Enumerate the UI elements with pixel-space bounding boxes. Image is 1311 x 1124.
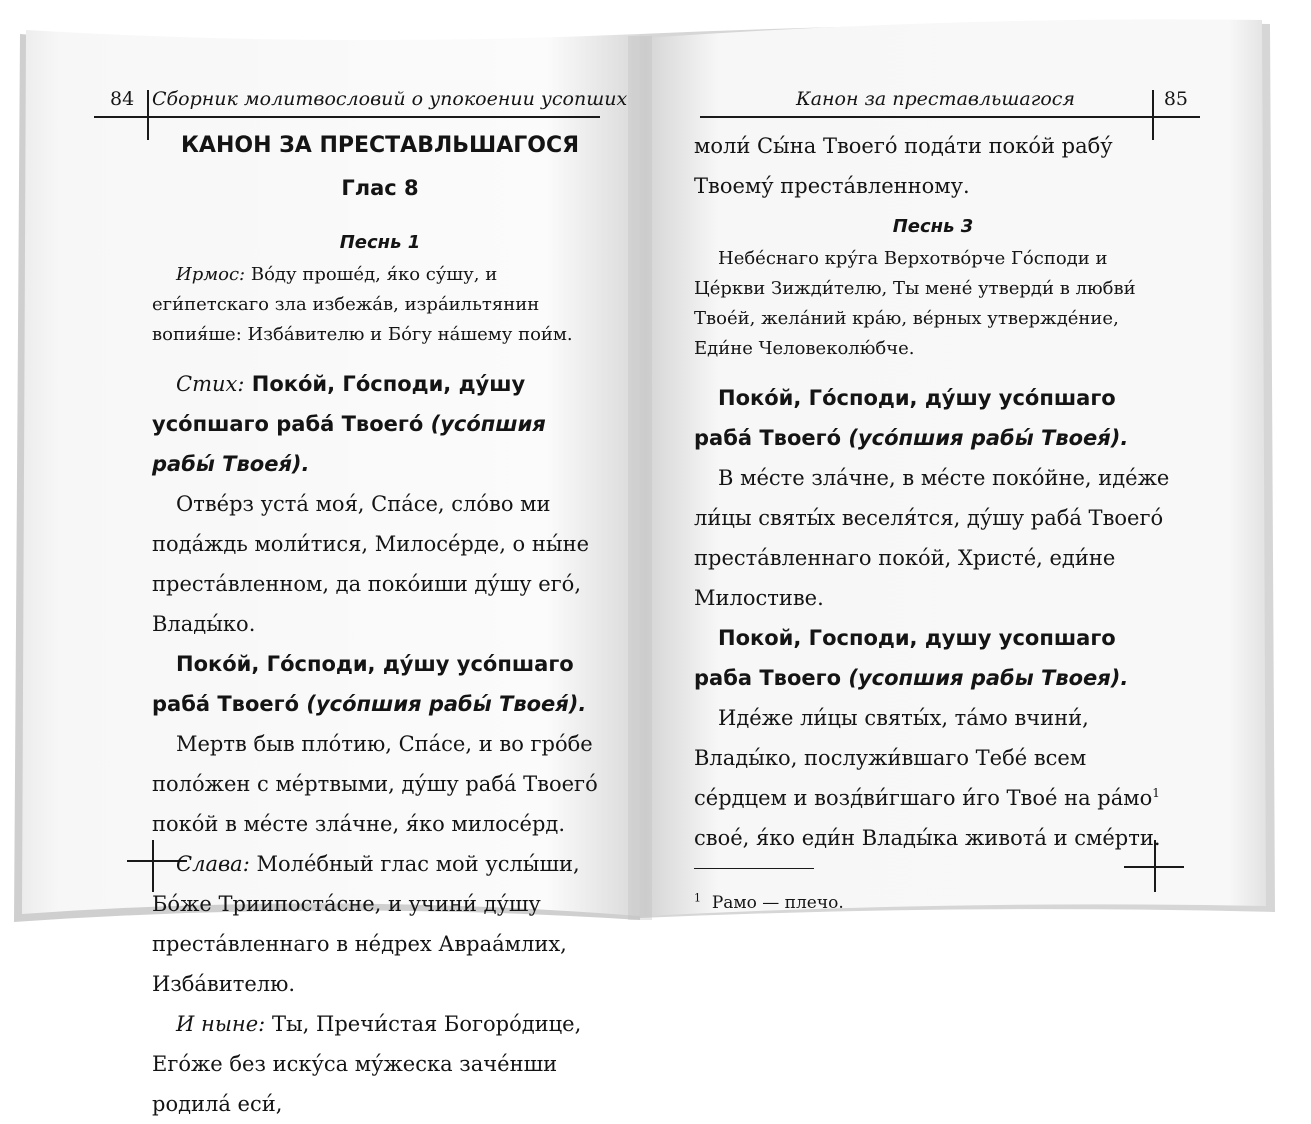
troparion-text-end: свое́, я́ко еди́н Влады́ка живота́ и сме́рти. [694, 826, 1161, 850]
slava-label: Слава: [176, 852, 250, 876]
song-heading: Песнь 3 [892, 216, 974, 237]
stikh-text: Поко́й, Го́споди, ду́шу усо́пшаго раба́ Твоего́ [152, 372, 526, 436]
refrain-text: Поко́й, Го́споди, ду́шу усо́пшаго раба́ Твоего́ [694, 386, 1116, 450]
irmos-text: Во́ду проше́д, я́ко су́шу, и еги́петскаго зла избежа́в, изра́ильтянин вопия́ше: Изба́вителю и Бо́гу на́шему пои́м. [152, 264, 573, 345]
i-nyne-label: И ныне: [176, 1012, 266, 1036]
glas-heading: Глас 8 [341, 176, 419, 200]
footnote-rule [694, 868, 814, 869]
troparion: Отве́рз уста́ моя́, Спа́се, сло́во ми пода́ждь моли́тися, Милосе́рде, о ны́не преста́вленном, да поко́иши ду́шу его́, Влады́ко. [152, 492, 590, 636]
refrain [152, 644, 608, 724]
left-page-text [152, 126, 608, 1124]
refrain-paren: (усопшия рабы Твоея). [841, 666, 1129, 690]
left-page [72, 0, 632, 1116]
refrain-text: Поко́й, Го́споди, ду́шу усо́пшаго раба́ Твоего́ [152, 652, 574, 716]
canon-title: КАНОН ЗА ПРЕСТАВЛЬШАГОСЯ [180, 133, 580, 158]
crop-mark [147, 90, 149, 140]
header-rule [700, 116, 1200, 118]
stikh [152, 364, 608, 484]
refrain [694, 378, 1172, 458]
footnote [694, 883, 1172, 923]
irmos-label: Ирмос: [176, 264, 246, 285]
running-header-title: Сборник молитвословий о упокоении усопших [152, 88, 628, 110]
continued-text: моли́ Сы́на Твоего́ пода́ти поко́й рабу́ Твоему́ преста́вленному. [694, 134, 1113, 198]
refrain-paren: (усо́пшия рабы́ Твоея́). [841, 426, 1129, 450]
stikh-label: Стих: [176, 372, 245, 396]
troparion: В ме́сте зла́чне, в ме́сте поко́йне, иде́же ли́цы святы́х веселя́тся, ду́шу раба́ Твоего́ преста́вленнаго поко́й, Христе́, еди́не Милостиве. [694, 466, 1170, 610]
troparion [694, 698, 1172, 858]
right-page-text [694, 126, 1172, 923]
troparion-text: Иде́же ли́цы святы́х, та́мо вчини́, Влады́ко, послужи́вшаго Тебе́ всем се́рдцем и возд́ви́гшаго и́го Твое́ на ра́мо [694, 706, 1153, 810]
irmos [152, 260, 608, 350]
refrain-text: Покой, Господи, душу усопшаго раба Твоего [694, 626, 1116, 690]
header-rule [94, 116, 600, 118]
page-number: 84 [110, 88, 135, 110]
i-nyne-text: Ты, Пречи́стая Богоро́дице, Его́же без иску́са му́жеска заче́нши родила́ еси́, [152, 1012, 582, 1116]
refrain-paren: (усо́пшия рабы́ Твоея́). [299, 692, 587, 716]
i-nyne [152, 1004, 608, 1124]
irmos: Небе́снаго кру́га Верхотво́рче Го́споди и Це́ркви Зижди́телю, Ты мене́ утверди́ в любви́ Твое́й, жела́ний кра́ю, ве́рных утвержде́ние, Еди́не Человеколю́бче. [694, 248, 1136, 359]
stikh-paren: (усо́пшия рабы́ Твоея́). [152, 412, 546, 476]
footnote-mark: 1 [1152, 786, 1160, 800]
right-page [684, 0, 1244, 940]
running-header-title: Канон за преставльшагося [796, 88, 1075, 110]
footnote-text: Рамо — плечо. [711, 893, 844, 913]
troparion: Мертв быв пло́тию, Спа́се, и во гро́бе поло́жен с ме́ртвыми, ду́шу раба́ Твоего́ поко́й в ме́сте зла́чне, я́ко милосе́рд. [152, 732, 598, 836]
song-heading: Песнь 1 [339, 232, 421, 253]
refrain [694, 618, 1172, 698]
footnote-number: 1 [694, 891, 701, 905]
page-number: 85 [1163, 88, 1188, 110]
slava-text: Моле́бный глас мой услы́ши, Бо́же Триипоста́сне, и учини́ ду́шу преста́вленнаго в не́дрех Авраа́млих, Изба́вителю. [152, 852, 580, 996]
slava [152, 844, 608, 1004]
